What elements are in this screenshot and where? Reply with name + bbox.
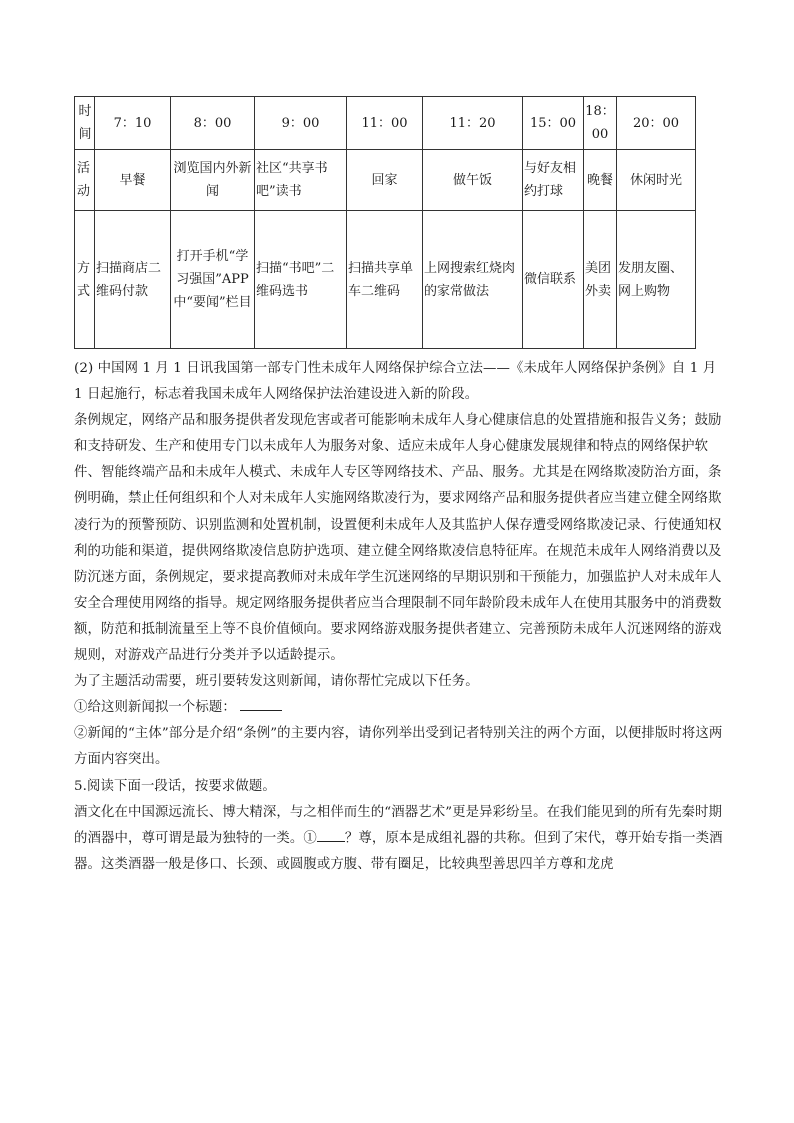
method-cell: 扫描“书吧”二维码选书 [255, 211, 347, 349]
time-cell: 20：00 [617, 97, 696, 150]
activity-cell: 社区“共享书吧”读书 [255, 150, 347, 211]
answer-blank[interactable] [317, 827, 345, 842]
time-cell: 8：00 [171, 97, 255, 150]
activity-cell: 晚餐 [584, 150, 617, 211]
row-label-activity: 活动 [75, 150, 95, 211]
question-1-text: ①给这则新闻拟一个标题： [74, 700, 236, 716]
method-cell: 扫描商店二维码付款 [95, 211, 171, 349]
table-row-activity [75, 150, 696, 211]
activity-cell: 回家 [347, 150, 423, 211]
task-instruction: 为了主题活动需要，班引要转发这则新闻，请你帮忙完成以下任务。 [74, 674, 479, 690]
time-cell: 9：00 [255, 97, 347, 150]
row-label-time: 时间 [75, 97, 95, 150]
activity-cell: 做午饭 [423, 150, 523, 211]
activity-cell: 早餐 [95, 150, 171, 211]
article-body [74, 356, 724, 878]
wine-text-part1: 酒文化在中国源远流长、博大精深，与之相伴而生的“酒器艺术”更是异彩纷呈。在我们能见到的所有先秦时期的酒器中，尊可谓是最为独特的一类。① [74, 804, 722, 846]
method-cell: 扫描共享单车二维码 [347, 211, 423, 349]
time-cell: 18：00 [584, 97, 617, 150]
method-cell: 微信联系 [523, 211, 584, 349]
activity-cell: 休闲时光 [617, 150, 696, 211]
method-cell: 上网搜索红烧肉的家常做法 [423, 211, 523, 349]
method-cell: 打开手机“学习强国”APP 中“要闻”栏目 [171, 211, 255, 349]
activity-cell: 与好友相约打球 [523, 150, 584, 211]
table-row-time [75, 97, 696, 150]
activity-cell: 浏览国内外新闻 [171, 150, 255, 211]
table-row-method [75, 211, 696, 349]
time-cell: 15：00 [523, 97, 584, 150]
section-5-heading: 5.阅读下面一段话，按要求做题。 [74, 778, 276, 794]
time-cell: 11：20 [423, 97, 523, 150]
question-2: ②新闻的“主体”部分是介绍“条例”的主要内容，请你列举出受到记者特别关注的两个方面，以便排版时将这两方面内容突出。 [74, 726, 723, 768]
schedule-table [74, 96, 696, 349]
news-intro-paragraph: (2) 中国网 1 月 1 日讯我国第一部专门性未成年人网络保护综合立法——《未成年人网络保护条例》自 1 月 1 日起施行，标志着我国未成年人网络保护法治建设进入新的阶段。 [74, 361, 717, 403]
method-cell: 美团外卖 [584, 211, 617, 349]
wine-text-part2: ？尊，原本是成组礼器的共称。但到了宋代，尊开始专指一类酒器。这类酒器一般是侈口、长颈、或圆腹或方腹、带有圈足，比较典型善思四羊方尊和龙虎 [74, 830, 723, 872]
row-label-method: 方式 [75, 211, 95, 349]
answer-blank[interactable] [240, 696, 282, 711]
question-1 [74, 695, 724, 721]
wine-culture-paragraph [74, 800, 724, 878]
news-detail-paragraph: 条例规定，网络产品和服务提供者发现危害或者可能影响未成年人身心健康信息的处置措施和报告义务；鼓励和支持研发、生产和使用专门以未成年人为服务对象、适应未成年人身心健康发展规律和特点的网络保护软件、智能终端产品和未成年人模式、未成年人专区等网络技术、产品、服务。尤其是在网络欺凌防治方面，条例明确，禁止任何组织和个人对未成年人实施网络欺凌行为，要求网络产品和服务提供者应当建立健全网络欺凌行为的预警预防、识别监测和处置机制，设置便利未成年人及其监护人保存遭受网络欺凌记录、行使通知权利的功能和渠道，提供网络欺凌信息防护选项、建立健全网络欺凌信息特征库。在规范未成年人网络消费以及防沉迷方面，条例规定，要求提高教师对未成年学生沉迷网络的早期识别和干预能力，加强监护人对未成年人安全合理使用网络的指导。规定网络服务提供者应当合理限制不同年龄阶段未成年人在使用其服务中的消费数额，防范和抵制流量至上等不良价值倾向。要求网络游戏服务提供者建立、完善预防未成年人沉迷网络的游戏规则，对游戏产品进行分类并予以适龄提示。 [74, 413, 722, 664]
time-cell: 11：00 [347, 97, 423, 150]
time-cell: 7：10 [95, 97, 171, 150]
method-cell: 发朋友圈、网上购物 [617, 211, 696, 349]
